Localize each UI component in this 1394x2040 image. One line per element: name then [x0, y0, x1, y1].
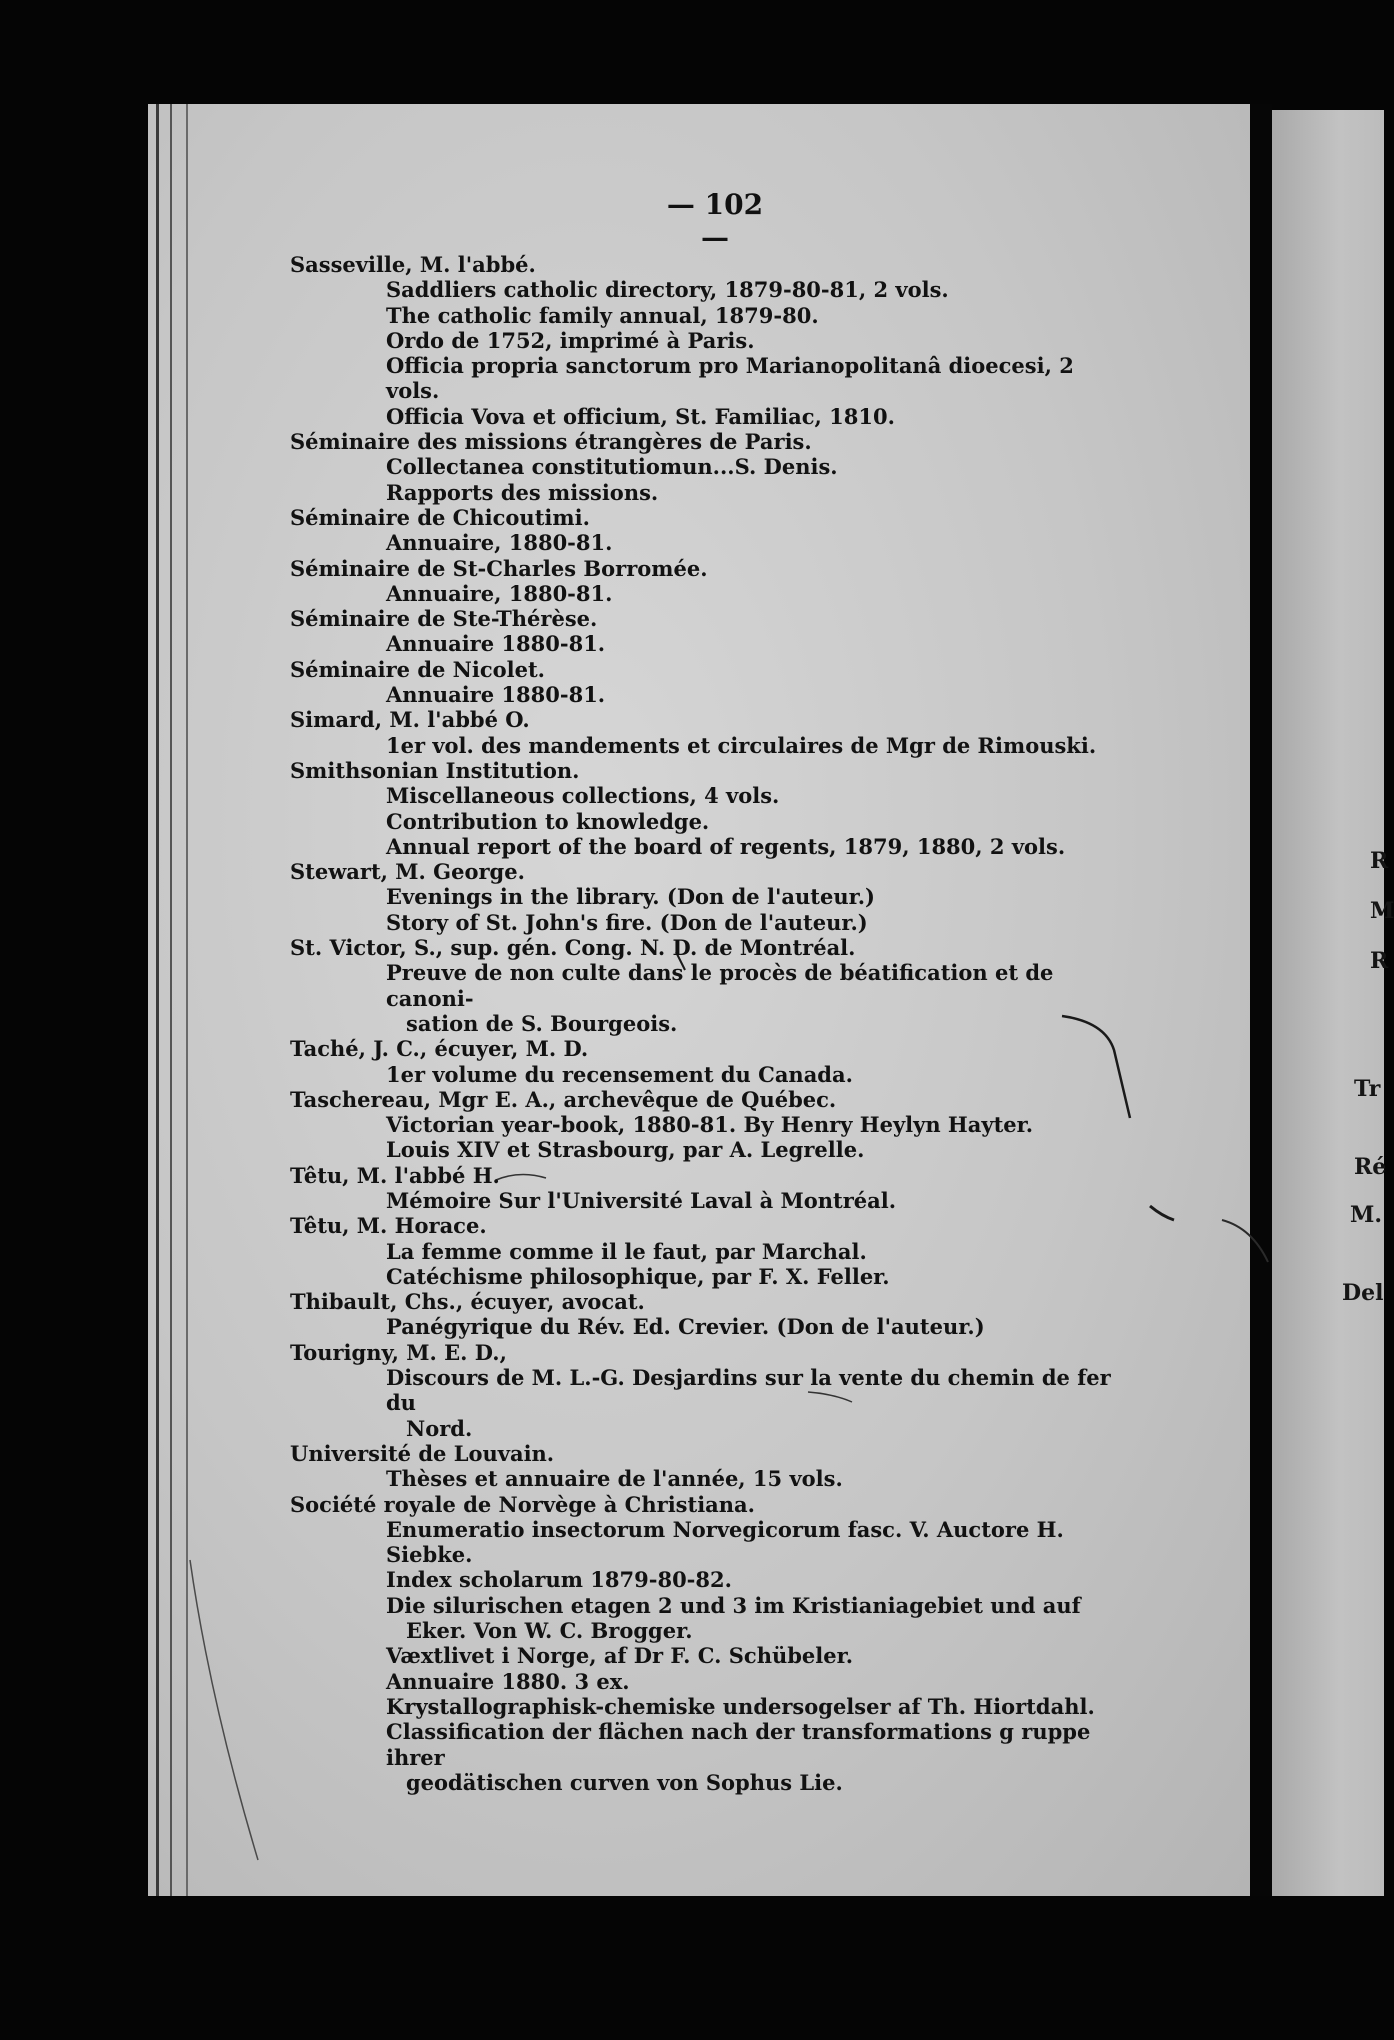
catalog-entry — [290, 1340, 1130, 1441]
entry-item-line: Preuve de non culte dans le procès de béatification et de canoni- — [386, 960, 1054, 1011]
entry-item-line: Discours de M. L.-G. Desjardins sur la vente du chemin de fer du — [386, 1365, 1111, 1416]
catalog-entry — [290, 657, 1130, 708]
next-page-fragment: M — [1370, 898, 1394, 924]
catalog-entry — [290, 935, 1130, 1036]
entry-item — [290, 960, 1130, 1036]
next-page-fragment: Tr — [1354, 1076, 1381, 1102]
entry-item-continuation: Nord. — [406, 1415, 473, 1441]
entry-heading: Têtu, M. Horace. — [290, 1213, 487, 1239]
entry-item: Victorian year-book, 1880-81. By Henry Heylyn Hayter. — [386, 1112, 1034, 1138]
entry-item: Rapports des missions. — [386, 479, 659, 505]
entry-heading: Têtu, M. l'abbé H. — [290, 1162, 500, 1188]
catalog-entry — [290, 1441, 1130, 1492]
catalog-entry — [290, 707, 1130, 758]
catalog-entry — [290, 1213, 1130, 1289]
catalog-entry — [290, 1289, 1130, 1340]
entry-item: Annuaire, 1880-81. — [386, 580, 613, 606]
entry-item: Miscellaneous collections, 4 vols. — [386, 783, 780, 809]
catalog-entry — [290, 1492, 1130, 1796]
entry-item — [290, 1365, 1130, 1441]
entry-item: Saddliers catholic directory, 1879-80-81, 2 vols. — [386, 277, 949, 303]
entry-item: Annuaire, 1880-81. — [386, 530, 613, 556]
entry-item: Catéchisme philosophique, par F. X. Feller. — [386, 1263, 890, 1289]
entry-item — [290, 1719, 1130, 1795]
next-page-fragment: Del — [1342, 1280, 1384, 1306]
entry-heading: Séminaire de St-Charles Borromée. — [290, 555, 708, 581]
catalog-entry — [290, 429, 1130, 505]
catalog-entry — [290, 252, 1130, 429]
entry-item: Index scholarum 1879-80-82. — [386, 1567, 732, 1593]
entry-item: 1er volume du recensement du Canada. — [386, 1061, 853, 1087]
entry-item: Mémoire Sur l'Université Laval à Montréal. — [386, 1187, 897, 1213]
entry-heading: Simard, M. l'abbé O. — [290, 707, 530, 733]
entry-item — [290, 1593, 1130, 1644]
catalog-entry — [290, 758, 1130, 859]
entry-item: Officia Vova et officium, St. Familiac, 1810. — [386, 403, 895, 429]
catalog-entry — [290, 1036, 1130, 1087]
entry-item: Thèses et annuaire de l'année, 15 vols. — [386, 1466, 843, 1492]
entry-heading: Taché, J. C., écuyer, M. D. — [290, 1036, 589, 1062]
entry-item: Story of St. John's fire. (Don de l'auteur.) — [386, 909, 868, 935]
entry-item: Annual report of the board of regents, 1879, 1880, 2 vols. — [386, 833, 1066, 859]
page-number: — 102 — — [666, 188, 764, 254]
catalog-entry — [290, 859, 1130, 935]
entry-item: Panégyrique du Rév. Ed. Crevier. (Don de l'auteur.) — [386, 1314, 985, 1340]
entry-heading: Séminaire de Chicoutimi. — [290, 504, 590, 530]
next-page-fragment: R — [1370, 948, 1389, 974]
next-page-fragment: M. — [1350, 1202, 1383, 1228]
catalog-entry — [290, 1087, 1130, 1163]
entry-heading: Séminaire de Nicolet. — [290, 656, 545, 682]
entry-item: Krystallographisk-chemiske undersogelser af Th. Hiortdahl. — [386, 1693, 1095, 1719]
entry-item-continuation: Eker. Von W. C. Brogger. — [406, 1618, 693, 1644]
entry-heading: Séminaire des missions étrangères de Paris. — [290, 429, 812, 455]
entry-item: Annuaire 1880-81. — [386, 682, 606, 708]
entry-heading: Stewart, M. George. — [290, 859, 525, 885]
next-page-fragment: Ré — [1354, 1154, 1387, 1180]
entry-item: Annuaire 1880-81. — [386, 631, 606, 657]
entry-item: Evenings in the library. (Don de l'auteur.) — [386, 884, 875, 910]
entry-item: Væxtlivet i Norge, af Dr F. C. Schübeler. — [386, 1643, 854, 1669]
entry-heading: Université de Louvain. — [290, 1440, 555, 1466]
entry-item: Annuaire 1880. 3 ex. — [386, 1668, 630, 1694]
entry-item: La femme comme il le faut, par Marchal. — [386, 1238, 867, 1264]
entry-heading: Société royale de Norvège à Christiana. — [290, 1491, 755, 1517]
catalog-entry — [290, 556, 1130, 607]
entry-heading: Sasseville, M. l'abbé. — [290, 252, 536, 277]
entry-heading: Séminaire de Ste-Thérèse. — [290, 606, 598, 632]
entry-item-continuation: geodätischen curven von Sophus Lie. — [406, 1769, 843, 1795]
entry-heading: Taschereau, Mgr E. A., archevêque de Québec. — [290, 1086, 837, 1112]
entry-item: Ordo de 1752, imprimé à Paris. — [386, 327, 755, 353]
catalog-entry — [290, 1163, 1130, 1214]
catalog-list — [290, 252, 1130, 1795]
entry-heading: Smithsonian Institution. — [290, 757, 580, 783]
entry-item: Contribution to knowledge. — [386, 808, 710, 834]
entry-heading: St. Victor, S., sup. gén. Cong. N. D. de Montréal. — [290, 935, 856, 961]
catalog-entry — [290, 505, 1130, 556]
next-page-fragment: R — [1370, 848, 1389, 874]
entry-heading: Tourigny, M. E. D., — [290, 1339, 507, 1365]
entry-item-continuation: sation de S. Bourgeois. — [406, 1010, 678, 1036]
entry-item: The catholic family annual, 1879-80. — [386, 302, 819, 328]
entry-item-line: Classification der flächen nach der transformations g ruppe ihrer — [386, 1719, 1091, 1770]
entry-item: Collectanea constitutiomun...S. Denis. — [386, 454, 838, 480]
entry-item: Officia propria sanctorum pro Marianopolitanâ dioecesi, 2 vols. — [386, 353, 1074, 404]
catalog-entry — [290, 606, 1130, 657]
entry-item: Louis XIV et Strasbourg, par A. Legrelle. — [386, 1137, 865, 1163]
entry-heading: Thibault, Chs., écuyer, avocat. — [290, 1289, 645, 1315]
entry-item: Enumeratio insectorum Norvegicorum fasc. V. Auctore H. Siebke. — [386, 1516, 1064, 1568]
entry-item-line: Die silurischen etagen 2 und 3 im Kristianiagebiet und auf — [386, 1592, 1081, 1618]
entry-item: 1er vol. des mandements et circulaires de Mgr de Rimouski. — [386, 732, 1097, 758]
